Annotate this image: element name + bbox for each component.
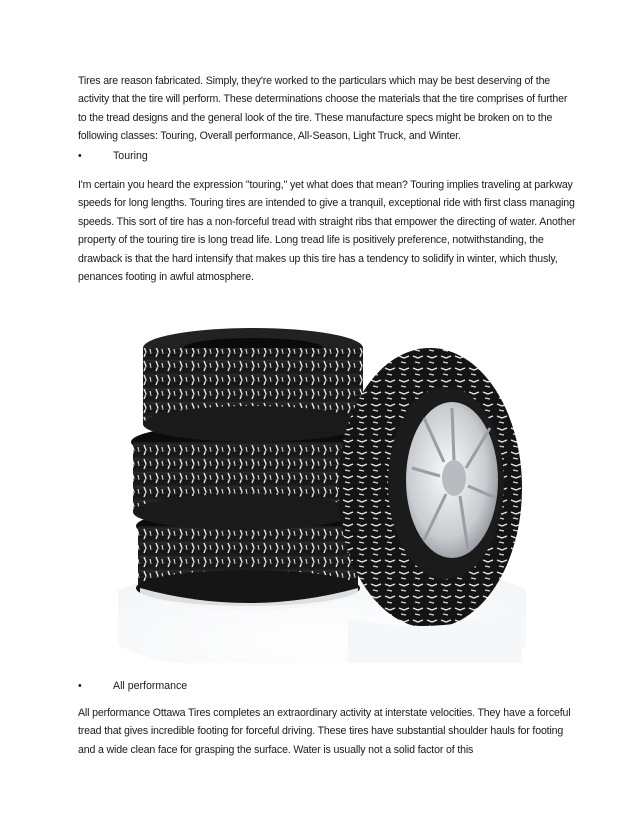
- all-performance-paragraph: All performance Ottawa Tires completes an extraordinary activity at interstate velocities. They have a forceful tread that gives incredible footing for forceful driving. These tires have substantial shoulder hauls for footing and a wide clean face for grasping the surface. Water is usually not a solid factor of this: [78, 707, 571, 756]
- bullet-dot: •: [78, 680, 82, 692]
- stacked-tire-top: [143, 328, 363, 442]
- tires-in-snow-photo: [118, 318, 526, 663]
- touring-heading: Touring: [113, 150, 148, 162]
- intro-paragraph: Tires are reason fabricated. Simply, they're worked to the particulars which may be best deserving of the activity that the tire will perform. These determinations choose the materials that the tire comprises of further to the tread designs and the general look of the tire. These manufacture specs might be broken on to the following classes: Touring, Overall performance, All-Season, Light Truck, and Winter.: [78, 75, 568, 143]
- bullet-dot: •: [78, 150, 82, 162]
- all-performance-heading: All performance: [113, 680, 188, 692]
- touring-paragraph: I'm certain you heard the expression "touring," yet what does that mean? Touring implies traveling at parkway speeds for long lengths. Touring tires are intended to give a tranquil, exceptional ride with first class managing speeds. This sort of tire has a non-forceful tread with straight ribs that empower the directing of water. Another property of the touring tire is long tread life. Long tread life is positively preference, notwithstanding, the drawback is that the hard intensify that makes up this tire has a tendency to solidify in winter, which thusly, penances footing in awful atmosphere.: [78, 179, 576, 284]
